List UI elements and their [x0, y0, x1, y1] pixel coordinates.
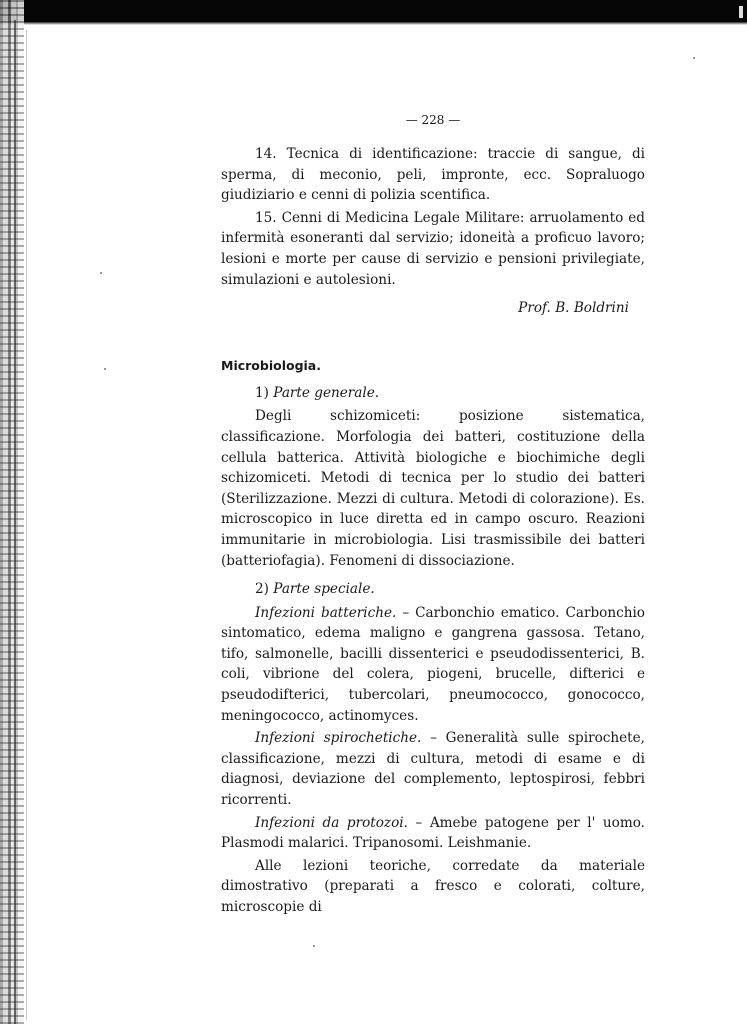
scan-corner-mark	[739, 6, 743, 18]
protozoal-paragraph	[221, 813, 645, 854]
part1-number: 1)	[255, 384, 269, 401]
binding-shadow-line	[14, 20, 16, 1024]
protozoal-lead: Infezioni da protozoi.	[255, 814, 408, 831]
part1-title: Parte generale.	[273, 384, 380, 401]
bacterial-text: – Carbonchio ematico. Carbonchio sintomatico, edema maligno e gangrena gassosa. Tetano, tifo, salmonelle, bacilli dissenterici e pseudodissenterici, B. coli, vibrione del colera, piogeni, brucelle, difterici e pseudodifterici, tubercolari, pneumococco, gonococco, meningococco, actinomyces.	[221, 604, 645, 724]
spirochetal-text: – Generalità sulle spirochete, classificazione, mezzi di cultura, metodi di esame e di diagnosi, deviazione del complemento, leptospirosi, febbri ricorrenti.	[221, 730, 645, 809]
binding-faint-line	[26, 30, 27, 1020]
spirochetal-lead: Infezioni spirochetiche.	[255, 730, 422, 747]
item-14-text: 14. Tecnica di identificazione: traccie di sangue, di sperma, di meconio, peli, impronte, ecc. Sopraluogo giudiziario e cenni di polizia scentifica.	[221, 146, 645, 204]
part2-title: Parte speciale.	[273, 581, 375, 598]
page-number: — 228 —	[405, 113, 461, 127]
signature: Prof. B. Boldrini	[518, 300, 629, 317]
scan-speck	[313, 945, 315, 947]
part1-subheading	[255, 383, 645, 404]
scan-top-border	[0, 0, 747, 22]
part1-body-text: Degli schizomiceti: posizione sistematica, classificazione. Morfologia dei batteri, costituzione della cellula batterica. Attività biologiche e biochimiche degli schizomiceti. Metodi di tecnica per lo studio dei batteri (Sterilizzazione. Mezzi di cultura. Metodi di colorazione). Es. microscopico in luce diretta ed in campo oscuro. Reazioni immunitarie in microbiologia. Lisi trasmissibile dei batteri (batteriofagia). Fenomeni di dissociazione.	[221, 408, 645, 569]
spirochetal-paragraph	[221, 728, 645, 810]
scan-speck	[100, 272, 102, 274]
scan-speck	[693, 57, 695, 59]
closing-text: Alle lezioni teoriche, corredate da materiale dimostrativo (preparati a fresco e colorati, colture, microscopie di	[221, 857, 645, 915]
bacterial-paragraph	[221, 603, 645, 727]
scan-binding-edge	[0, 0, 24, 1024]
bacterial-lead: Infezioni batteriche.	[255, 604, 397, 621]
text-column	[221, 112, 645, 918]
protozoal-text: – Amebe patogene per l' uomo. Plasmodi malarici. Tripanosomi. Leishmanie.	[221, 814, 645, 852]
item-15-text: 15. Cenni di Medicina Legale Militare: arruolamento ed infermità esoneranti dal servizio; idoneità a proficuo lavoro; lesioni e morte per cause di servizio e pensioni privilegiate, simulazioni e autolesioni.	[221, 209, 645, 288]
part2-number: 2)	[255, 581, 269, 598]
part2-subheading	[255, 579, 645, 600]
scan-speck	[104, 368, 106, 370]
section-heading-microbiologia: Microbiologia.	[221, 357, 321, 373]
